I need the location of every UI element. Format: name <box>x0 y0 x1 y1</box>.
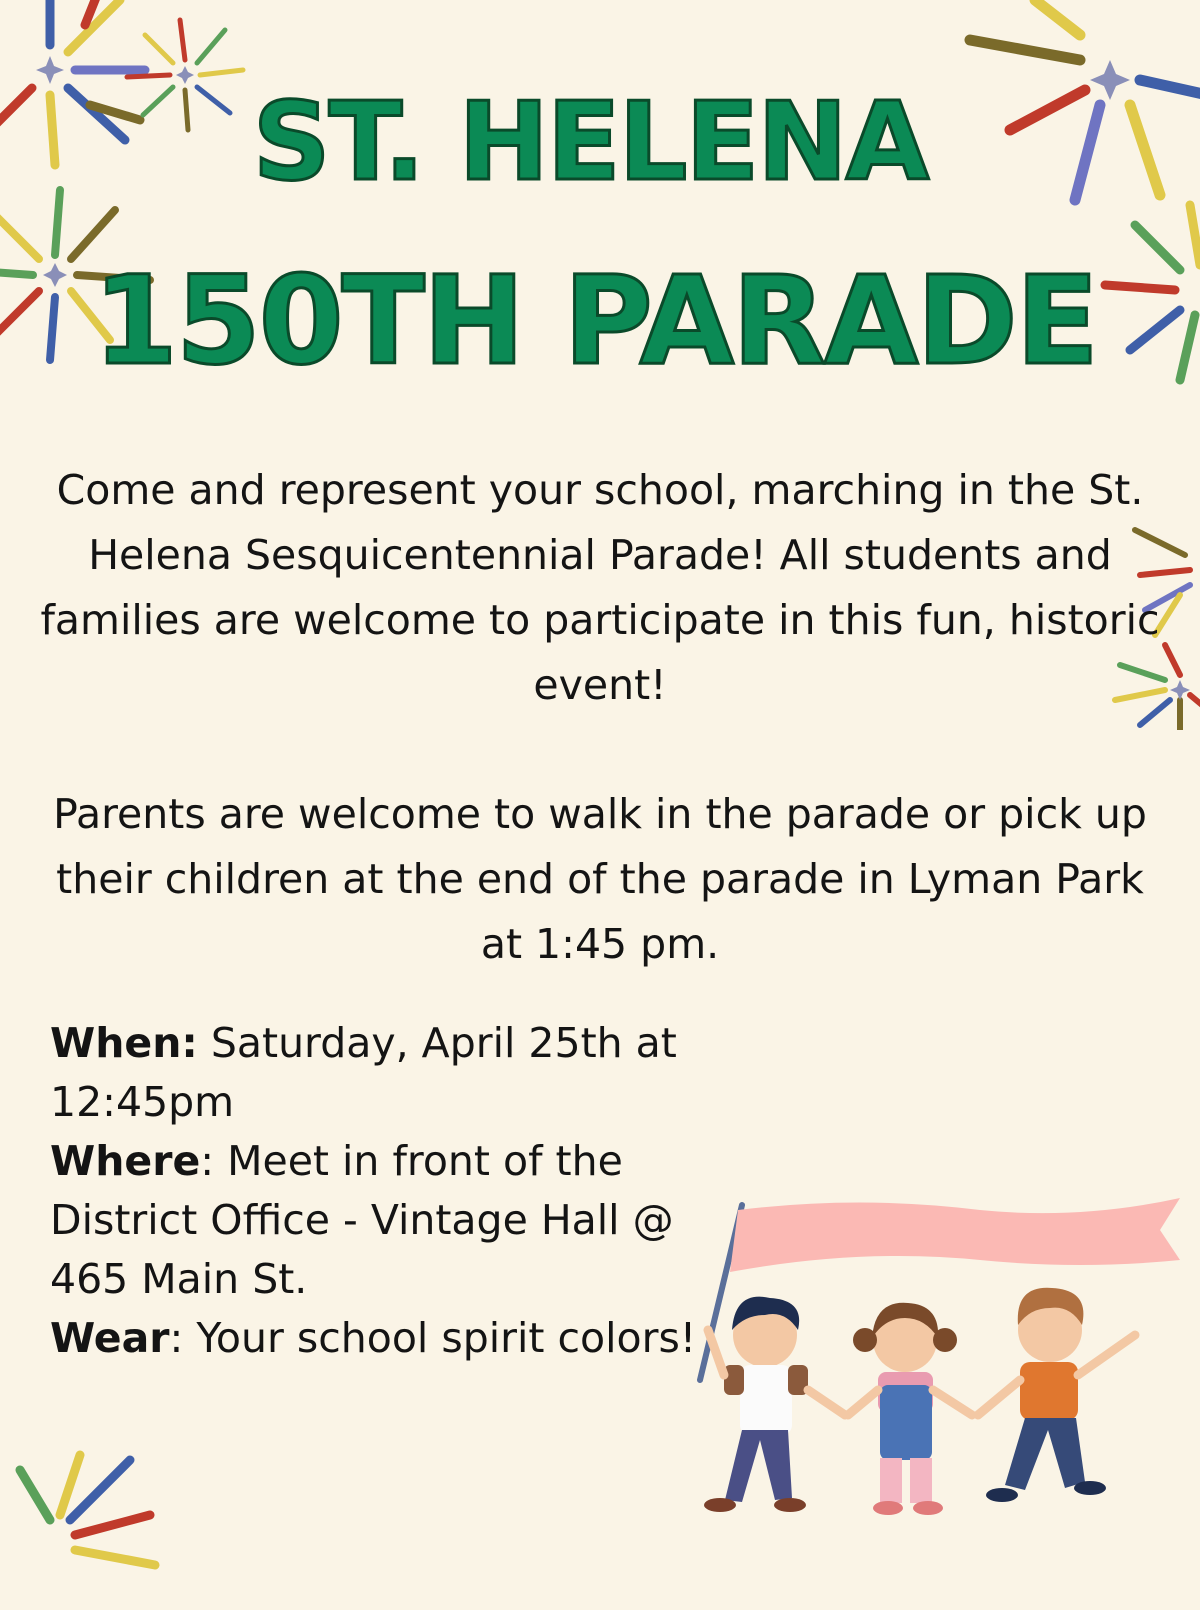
when-value: Saturday, April 25th at 12:45pm <box>50 1019 677 1126</box>
when-label: When: <box>50 1019 198 1067</box>
event-details <box>50 1014 740 1368</box>
kid-middle-icon <box>848 1303 972 1515</box>
where-label: Where <box>50 1137 201 1185</box>
title-line-2: 150TH PARADE <box>92 250 1098 392</box>
intro-paragraph: Come and represent your school, marching in the St. Helena Sesquicentennial Parade! All students and families are welcome to participate in this fun, historic event! <box>40 466 1160 709</box>
wear-value: : Your school spirit colors! <box>169 1314 697 1362</box>
title-line-1: ST. HELENA <box>252 80 928 205</box>
where-value: : Meet in front of the District Office - Vintage Hall @ 465 Main St. <box>50 1137 674 1303</box>
parents-paragraph: Parents are welcome to walk in the parade or pick up their children at the end of the parade in Lyman Park at 1:45 pm. <box>53 790 1147 968</box>
kid-right-icon <box>978 1288 1135 1502</box>
wear-label: Wear <box>50 1314 170 1362</box>
kid-left-icon <box>704 1297 845 1512</box>
kids-banner-illustration <box>680 1190 1190 1540</box>
firework-bottom-left-icon <box>0 1450 160 1610</box>
